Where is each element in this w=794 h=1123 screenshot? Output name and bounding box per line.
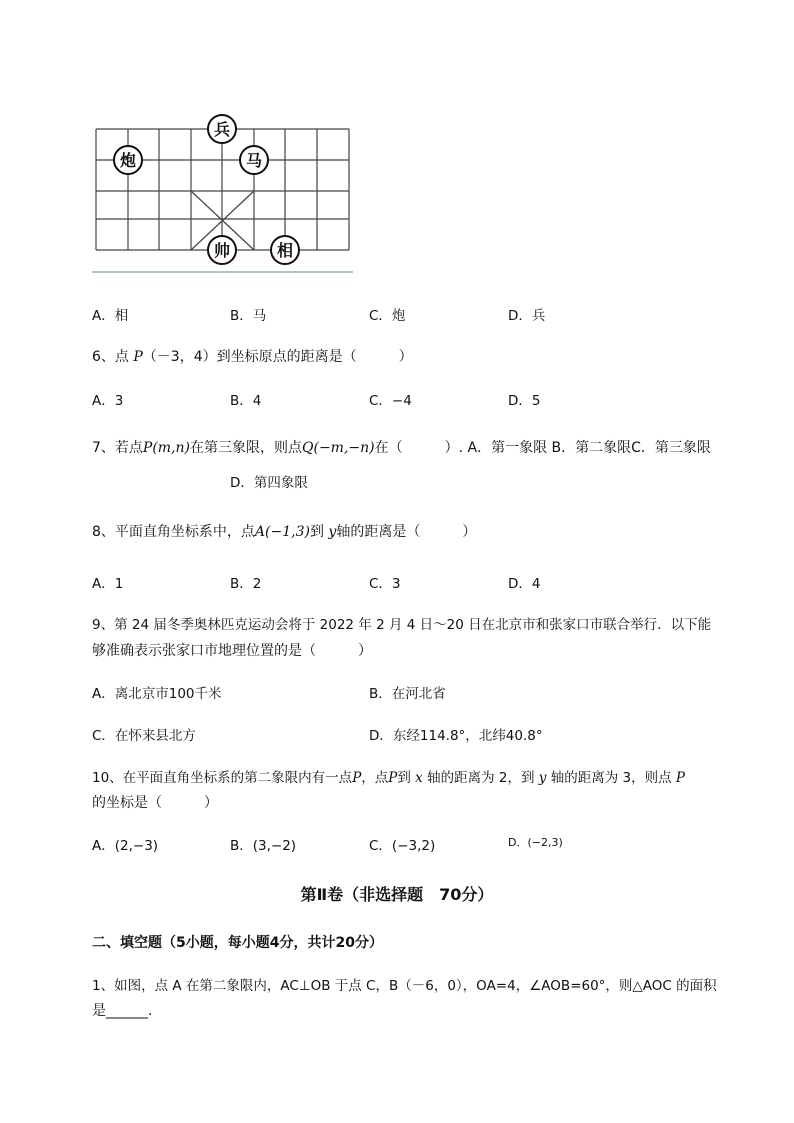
q5-option-a: A．相 xyxy=(92,308,129,324)
question-9-line1: 9、第 24 届冬季奥林匹克运动会将于 2022 年 2 月 4 日～20 日在北京市和张家口市联合举行．以下能 xyxy=(92,617,712,633)
piece-shuai xyxy=(208,236,236,264)
q7-part1: 7、若点 xyxy=(92,440,143,456)
q5-option-d: D．兵 xyxy=(508,308,546,324)
q7-part2: 在第三象限，则点 xyxy=(190,440,303,456)
q10-option-b: B．(3,−2) xyxy=(230,838,297,854)
q8-point-a: A(−1,3) xyxy=(254,524,310,540)
piece-xiang xyxy=(271,236,299,264)
section-2-title: 二、填空题（5小题，每小题4分，共计20分） xyxy=(92,935,383,951)
q9-option-a: A．离北京市100千米 xyxy=(92,686,222,702)
q5-option-b: B．马 xyxy=(230,308,267,324)
q9-option-b: B．在河北省 xyxy=(369,686,446,702)
question-8 xyxy=(92,521,476,541)
q6-rest: （－3，4）到坐标原点的距离是（ ） xyxy=(142,349,413,365)
q7-part3: 在（ ）. A．第一象限 B．第二象限C．第三象限 xyxy=(374,440,711,456)
q8-option-b: B．2 xyxy=(230,576,262,592)
fill-question-1-line1: 1、如图，点 A 在第二象限内，AC⊥OB 于点 C，B（－6，0），OA=4，∠AOB=60°，则△AOC 的面积 xyxy=(92,978,717,994)
q8-option-d: D．4 xyxy=(508,576,541,592)
q7-point-q: Q(−m,−n) xyxy=(302,440,375,456)
piece-shuai-label: 帅 xyxy=(213,241,231,260)
q10-part3: 到 xyxy=(397,770,416,786)
q10-var1: P xyxy=(352,770,362,786)
q10-var-y: y xyxy=(538,770,547,786)
q8-part2: 到 xyxy=(309,524,329,540)
q10-option-d: D．(−2,3) xyxy=(508,836,563,849)
q7-point-p: P(m,n) xyxy=(142,440,191,456)
q6-option-a: A．3 xyxy=(92,393,124,409)
question-10-line2: 的坐标是（ ） xyxy=(92,795,218,811)
question-10-line1 xyxy=(92,766,685,786)
q6-var: P xyxy=(133,349,143,365)
q5-option-c: C．炮 xyxy=(369,308,406,324)
q6-option-b: B．4 xyxy=(230,393,262,409)
q8-part3: 轴的距离是（ ） xyxy=(336,524,477,540)
piece-ma xyxy=(240,146,268,174)
part-2-title: 第Ⅱ卷（非选择题 70分） xyxy=(300,885,494,904)
q10-var3: P xyxy=(675,770,685,786)
piece-pao xyxy=(114,146,142,174)
q10-part4: 轴的距离为 2，到 xyxy=(422,770,539,786)
q7-option-d: D．第四象限 xyxy=(230,475,308,491)
fill-question-1-line2: 是______. xyxy=(92,1003,153,1019)
piece-pao-label: 炮 xyxy=(119,151,137,170)
q8-part1: 8、平面直角坐标系中，点 xyxy=(92,524,255,540)
q10-var-x: x xyxy=(415,770,423,786)
q8-option-a: A．1 xyxy=(92,576,124,592)
q6-prefix: 6、点 xyxy=(92,349,134,365)
q9-option-c: C．在怀来县北方 xyxy=(92,728,196,744)
q10-part5: 轴的距离为 3，则点 xyxy=(546,770,676,786)
question-9-line2: 够准确表示张家口市地理位置的是（ ） xyxy=(92,643,372,659)
question-7 xyxy=(92,437,711,457)
piece-xiang-label: 相 xyxy=(276,241,294,260)
piece-bing xyxy=(208,115,236,143)
q10-var2: P xyxy=(388,770,398,786)
q8-axis-y: y xyxy=(328,524,337,540)
q10-option-a: A．(2,−3) xyxy=(92,838,159,854)
chess-board-figure xyxy=(90,112,358,278)
piece-ma-label: 马 xyxy=(245,151,263,170)
piece-bing-label: 兵 xyxy=(213,120,231,139)
q10-option-c: C．(−3,2) xyxy=(369,838,436,854)
q10-part2: ，点 xyxy=(361,770,389,786)
question-6 xyxy=(92,346,413,366)
q6-option-c: C．−4 xyxy=(369,393,412,409)
q8-option-c: C．3 xyxy=(369,576,401,592)
q10-part1: 10、在平面直角坐标系的第二象限内有一点 xyxy=(92,770,353,786)
q9-option-d: D．东经114.8°，北纬40.8° xyxy=(369,728,543,744)
q6-option-d: D．5 xyxy=(508,393,541,409)
